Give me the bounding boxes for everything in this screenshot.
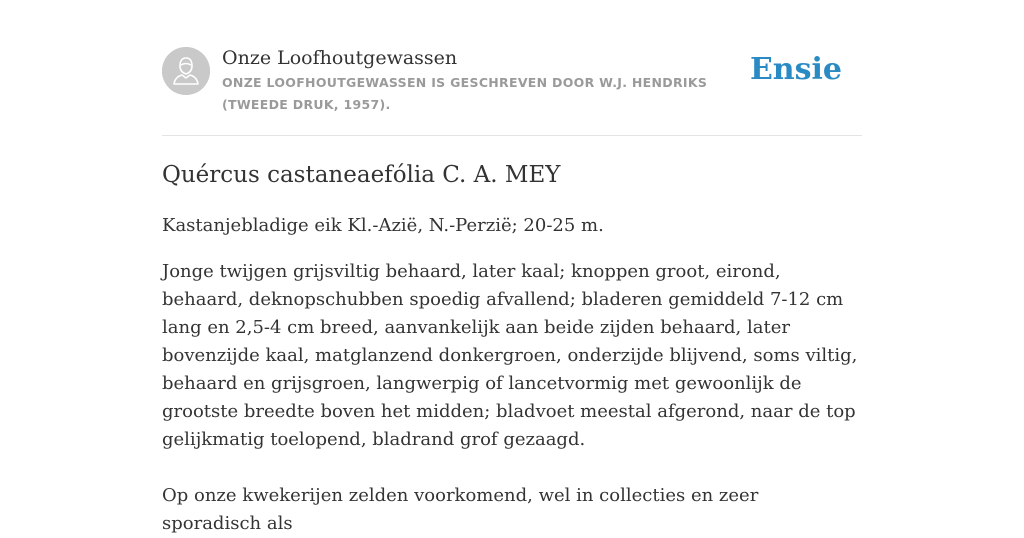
entry-paragraph-summary: Kastanjebladige eik Kl.-Azië, N.-Perzië; 20-25 m. bbox=[162, 215, 604, 236]
source-subtitle: ONZE LOOFHOUTGEWASSEN IS GESCHREVEN DOOR W.J. HENDRIKS (TWEEDE DRUK, 1957). bbox=[222, 75, 708, 112]
entry-content bbox=[162, 158, 862, 538]
header-divider bbox=[162, 135, 862, 136]
entry-title: Quércus castaneaefólia C. A. MEY bbox=[162, 162, 561, 188]
source-title[interactable]: Onze Loofhoutgewassen bbox=[222, 47, 458, 69]
entry-paragraph-occurrence: Op onze kwekerijen zelden voorkomend, wel in collecties en zeer sporadisch als bbox=[162, 485, 759, 534]
source-header bbox=[162, 46, 862, 136]
user-avatar-icon bbox=[162, 47, 210, 95]
ensie-logo[interactable]: Ensie bbox=[749, 52, 842, 87]
entry-paragraph-description: Jonge twijgen grijsviltig behaard, later kaal; knoppen groot, eirond, behaard, deknopschubben spoedig afvallend; bladeren gemiddeld 7-12 cm lang en 2,5-4 cm breed, aanvankelijk aan beide zijden behaard, later bovenzijde kaal, matglanzend donkergroen, onderzijde blijvend, soms viltig, behaard en grijsgroen, langwerpig of lancetvormig met gewoonlijk de grootste breedte boven het midden; bladvoet meestal afgerond, naar de top gelijkmatig toelopend, bladrand grof gezaagd. bbox=[162, 261, 858, 450]
